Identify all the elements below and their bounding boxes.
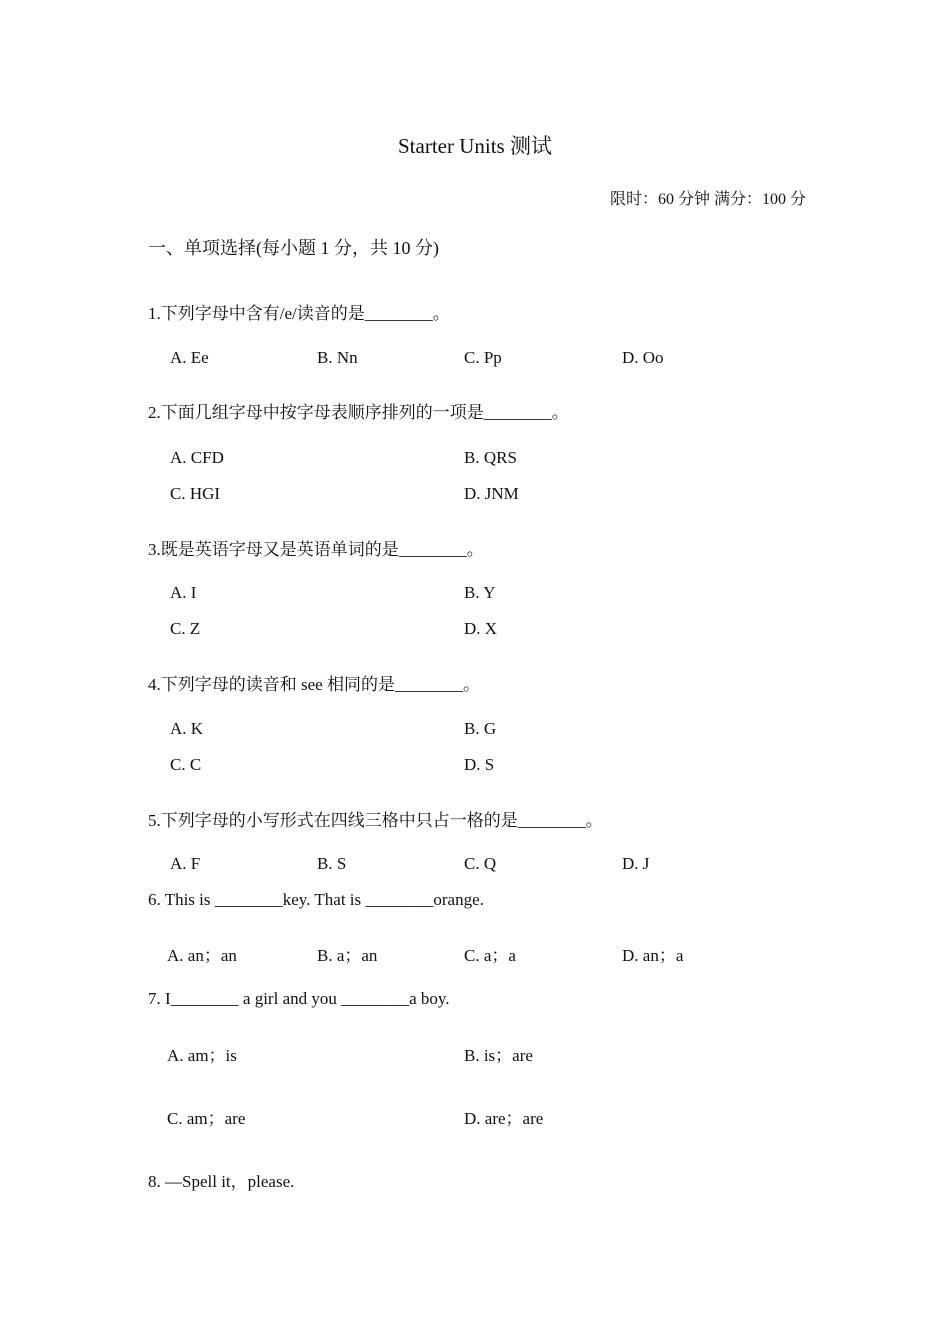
option-c: C. Z: [170, 619, 201, 638]
option-b: B. Y: [464, 583, 496, 602]
option-d: D. X: [464, 619, 498, 638]
option-a: A. an；an: [167, 946, 237, 965]
option-a: A. CFD: [170, 448, 224, 467]
question-stem: 6. This is ________key. That is ________orange.: [148, 890, 484, 909]
question-stem: 4.下列字母的读音和 see 相同的是________。: [148, 675, 480, 694]
option-d: D. are；are: [464, 1109, 544, 1128]
option-a: A. I: [170, 583, 197, 602]
option-c: C. a；a: [464, 946, 516, 965]
option-b: B. is；are: [464, 1046, 533, 1065]
option-a: A. am；is: [167, 1046, 237, 1065]
option-d: D. an；a: [622, 946, 684, 965]
option-b: B. S: [317, 854, 347, 873]
option-c: C. Q: [464, 854, 497, 873]
option-a: A. K: [170, 719, 204, 738]
option-b: B. QRS: [464, 448, 517, 467]
question-stem: 8. —Spell it，please.: [148, 1172, 295, 1191]
option-b: B. Nn: [317, 348, 358, 367]
question-stem: 1.下列字母中含有/e/读音的是________。: [148, 304, 450, 323]
option-a: A. F: [170, 854, 201, 873]
question-stem: 5.下列字母的小写形式在四线三格中只占一格的是________。: [148, 811, 603, 830]
exam-meta: 限时：60 分钟 满分：100 分: [609, 191, 806, 208]
question-stem: 2.下面几组字母中按字母表顺序排列的一项是________。: [148, 403, 569, 422]
option-d: D. J: [622, 854, 650, 873]
option-d: D. S: [464, 755, 495, 774]
option-c: C. C: [170, 755, 202, 774]
question-stem: 7. I________ a girl and you ________a boy.: [148, 989, 450, 1008]
option-c: C. am；are: [167, 1109, 246, 1128]
option-a: A. Ee: [170, 348, 209, 367]
option-b: B. G: [464, 719, 497, 738]
page-title: Starter Units 测试: [398, 134, 552, 158]
section-heading: 一、单项选择(每小题 1 分，共 10 分): [148, 238, 439, 258]
option-c: C. HGI: [170, 484, 221, 503]
option-d: D. JNM: [464, 484, 519, 503]
option-c: C. Pp: [464, 348, 502, 367]
option-d: D. Oo: [622, 348, 664, 367]
question-stem: 3.既是英语字母又是英语单词的是________。: [148, 540, 484, 559]
option-b: B. a；an: [317, 946, 378, 965]
